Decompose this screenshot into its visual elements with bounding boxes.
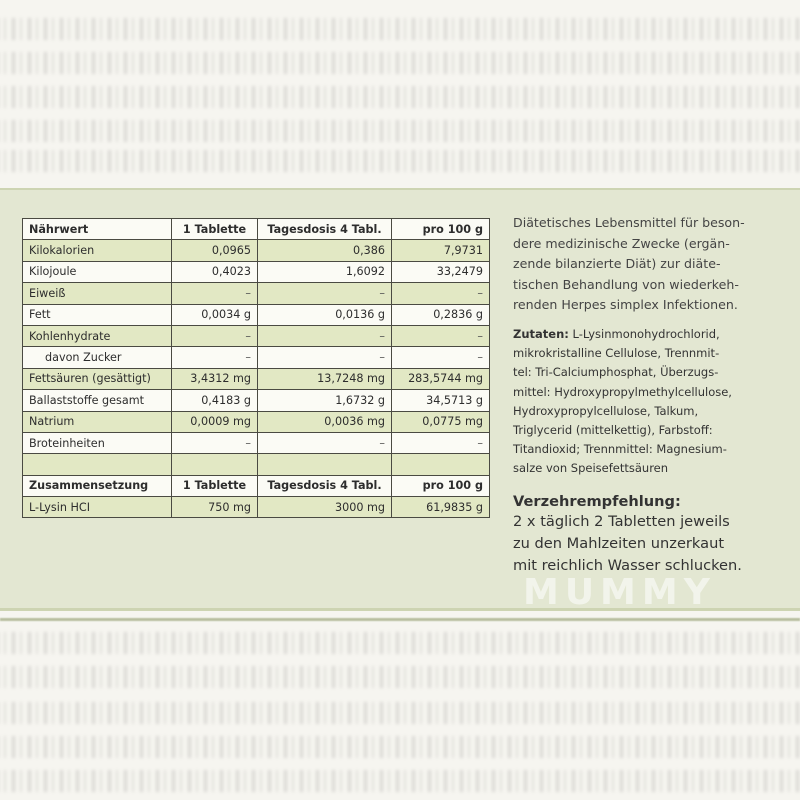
empty-cell <box>258 454 392 475</box>
blurred-line <box>0 150 800 172</box>
cell-daily: 3000 mg <box>258 497 392 518</box>
cell-tablet: 0,0009 mg <box>172 411 258 432</box>
blurred-line <box>0 86 800 108</box>
row-label: Fett <box>23 304 172 325</box>
cell-tablet: – <box>172 283 258 304</box>
cell-per100: – <box>392 283 490 304</box>
row-label: Kilokalorien <box>23 240 172 261</box>
cell-daily: 1,6092 <box>258 261 392 282</box>
recommendation-line: 2 x täglich 2 Tabletten jeweils <box>513 512 730 530</box>
table-row <box>23 432 490 453</box>
cell-daily: – <box>258 325 392 346</box>
ingredients-line: Triglycerid (mittelkettig), Farbstoff: <box>513 422 713 437</box>
cell-daily: – <box>258 347 392 368</box>
band-bottom-edge <box>0 608 800 611</box>
row-label: Broteinheiten <box>23 432 172 453</box>
cell-daily: 0,0136 g <box>258 304 392 325</box>
header-cell: pro 100 g <box>392 219 490 240</box>
cell-tablet: 0,0034 g <box>172 304 258 325</box>
blurred-background-text-top <box>0 0 800 188</box>
table-header-row <box>23 219 490 240</box>
blurred-line <box>0 702 800 724</box>
table-row <box>23 261 490 282</box>
cell-tablet: 0,0965 <box>172 240 258 261</box>
header-cell: 1 Tablette <box>172 475 258 496</box>
cell-tablet: 0,4183 g <box>172 390 258 411</box>
cell-daily: – <box>258 432 392 453</box>
table-row <box>23 240 490 261</box>
table-row <box>23 390 490 411</box>
cell-tablet: – <box>172 432 258 453</box>
blurred-line <box>0 736 800 758</box>
row-label: Eiweiß <box>23 283 172 304</box>
row-label: Natrium <box>23 411 172 432</box>
header-cell: pro 100 g <box>392 475 490 496</box>
composition-header-row <box>23 475 490 496</box>
blurred-line <box>0 666 800 688</box>
table-row <box>23 411 490 432</box>
cell-per100: – <box>392 325 490 346</box>
recommendation-line: zu den Mahlzeiten unzerkaut <box>513 534 725 552</box>
cell-per100: – <box>392 347 490 368</box>
product-info-column <box>513 213 785 577</box>
composition-row <box>23 497 490 518</box>
row-label: Ballaststoffe gesamt <box>23 390 172 411</box>
cell-tablet: 3,4312 mg <box>172 368 258 389</box>
empty-cell <box>23 454 172 475</box>
cell-per100: 283,5744 mg <box>392 368 490 389</box>
row-label: L-Lysin HCI <box>23 497 172 518</box>
cell-per100: – <box>392 432 490 453</box>
watermark: MUMMY <box>523 572 716 613</box>
table-row <box>23 368 490 389</box>
cell-per100: 61,9835 g <box>392 497 490 518</box>
cell-daily: 0,0036 mg <box>258 411 392 432</box>
blurred-line <box>0 52 800 74</box>
ingredients-line: Titandioxid; Trennmittel: Magnesium- <box>513 442 727 457</box>
row-label: davon Zucker <box>23 347 172 368</box>
cell-per100: 34,5713 g <box>392 390 490 411</box>
header-cell: Nährwert <box>23 219 172 240</box>
row-label: Kilojoule <box>23 261 172 282</box>
row-label: Fettsäuren (gesättigt) <box>23 368 172 389</box>
table-row <box>23 325 490 346</box>
header-cell: Tagesdosis 4 Tabl. <box>258 219 392 240</box>
cell-tablet: 0,4023 <box>172 261 258 282</box>
table-row <box>23 347 490 368</box>
ingredients-line: tel: Tri-Calciumphosphat, Überzugs- <box>513 365 719 380</box>
nutrition-table <box>22 218 490 518</box>
header-cell: Zusammensetzung <box>23 475 172 496</box>
description-line: tischen Behandlung von wiederkeh- <box>513 276 739 292</box>
ingredients-block <box>513 325 785 479</box>
cell-daily: 1,6732 g <box>258 390 392 411</box>
ingredients-label: Zutaten: <box>513 326 569 341</box>
cell-per100: 0,2836 g <box>392 304 490 325</box>
cell-tablet: – <box>172 325 258 346</box>
ingredients-line: L-Lysinmonohydrochlorid, <box>568 326 720 341</box>
empty-cell <box>392 454 490 475</box>
table-row <box>23 304 490 325</box>
cell-daily: 0,386 <box>258 240 392 261</box>
description-line: zende bilanzierte Diät) zur diäte- <box>513 256 721 272</box>
cell-per100: 33,2479 <box>392 261 490 282</box>
ingredients-line: mikrokristalline Cellulose, Trennmit- <box>513 346 720 361</box>
recommendation-title: Verzehrempfehlung: <box>513 492 681 510</box>
table-row <box>23 283 490 304</box>
description-line: Diätetisches Lebensmittel für beson- <box>513 215 745 230</box>
cell-per100: 7,9731 <box>392 240 490 261</box>
table-spacer-row <box>23 454 490 475</box>
recommendation-line: mit reichlich Wasser schlucken. <box>513 556 742 574</box>
empty-cell <box>172 454 258 475</box>
product-description <box>513 213 785 316</box>
blurred-line <box>0 18 800 40</box>
recommendation-text <box>513 511 785 577</box>
header-cell: 1 Tablette <box>172 219 258 240</box>
cell-daily: – <box>258 283 392 304</box>
row-label: Kohlenhydrate <box>23 325 172 346</box>
blurred-line <box>0 120 800 142</box>
header-cell: Tagesdosis 4 Tabl. <box>258 475 392 496</box>
cell-tablet: – <box>172 347 258 368</box>
ingredients-line: Hydroxypropylcellulose, Talkum, <box>513 403 699 418</box>
blurred-line <box>0 632 800 654</box>
cell-tablet: 750 mg <box>172 497 258 518</box>
description-line: renden Herpes simplex Infektionen. <box>513 297 738 313</box>
blurred-line <box>0 770 800 792</box>
ingredients-line: salze von Speisefettsäuren <box>513 461 669 476</box>
ingredients-line: mittel: Hydroxypropylmethylcellulose, <box>513 384 732 399</box>
cell-daily: 13,7248 mg <box>258 368 392 389</box>
blurred-rule <box>0 618 800 621</box>
cell-per100: 0,0775 mg <box>392 411 490 432</box>
blurred-background-text-bottom <box>0 610 800 800</box>
description-line: dere medizinische Zwecke (ergän- <box>513 235 730 251</box>
